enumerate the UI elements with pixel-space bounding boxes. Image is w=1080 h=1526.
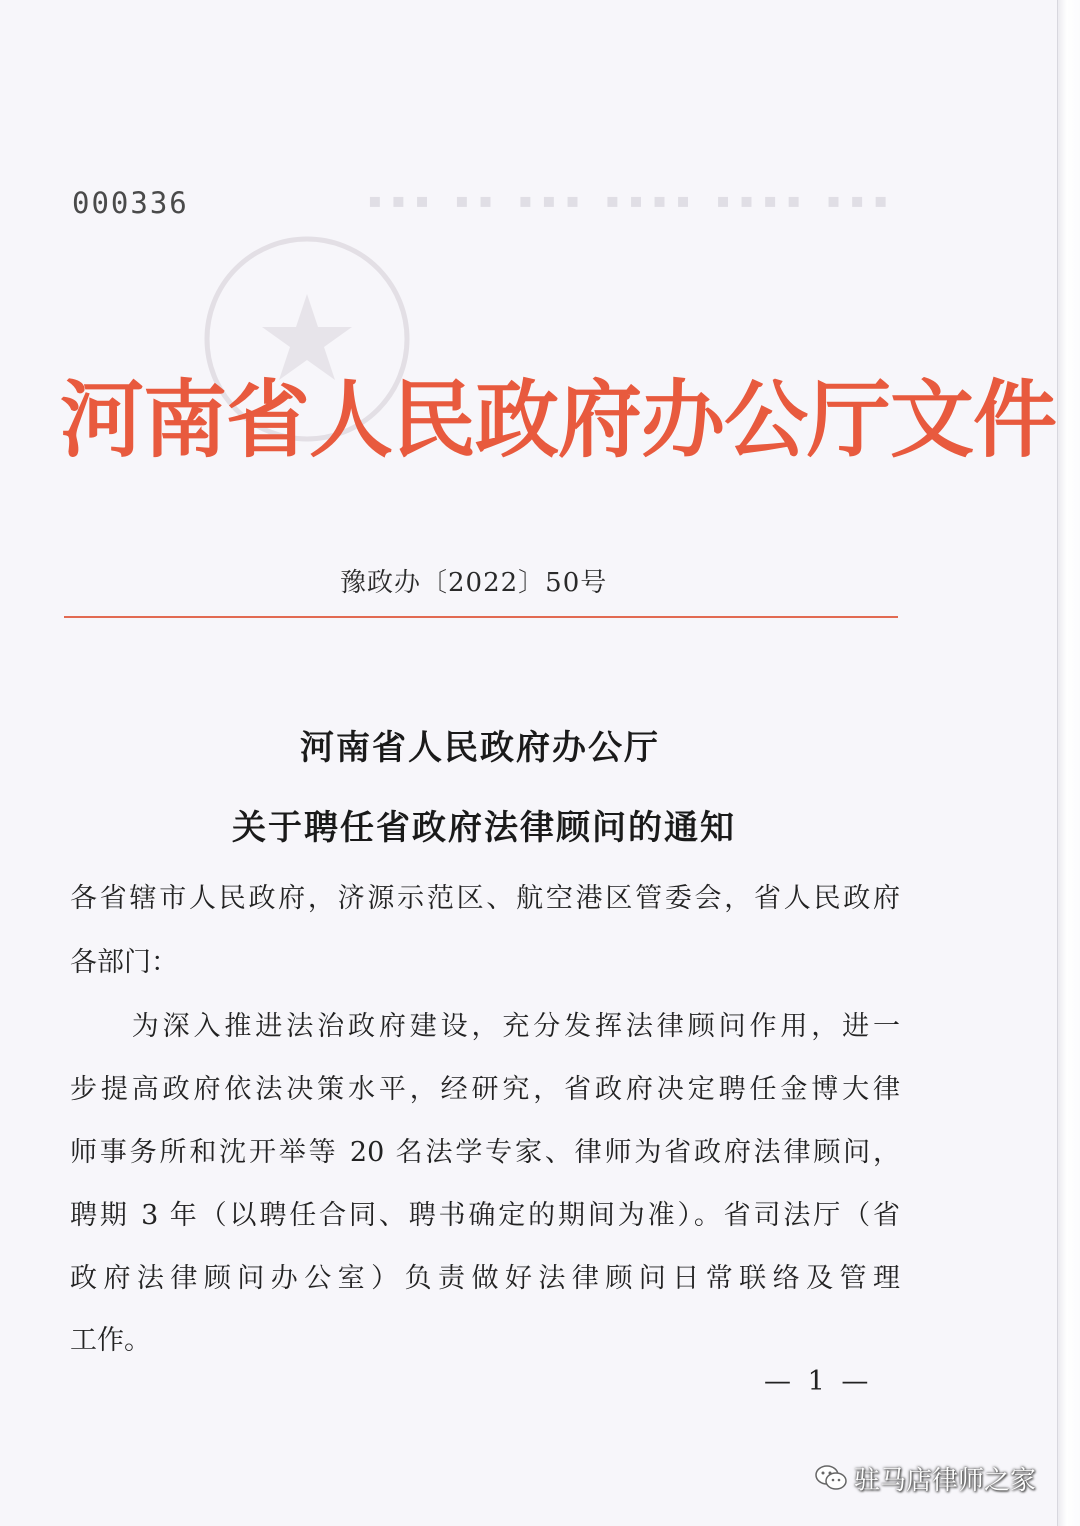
red-divider (64, 616, 898, 618)
title-line-1: 河南省人民政府办公厅 (300, 728, 660, 768)
body-line: 为深入推进法治政府建设，充分发挥法律顾问作用，进一 (70, 1011, 900, 1042)
body-line: 工作。 (70, 1325, 151, 1356)
page-edge (1057, 0, 1080, 1526)
body-line: 步提高政府依法决策水平，经研究，省政府决定聘任金博大律 (70, 1074, 900, 1105)
watermark (814, 1458, 1036, 1498)
body-line: 师事务所和沈开举等 20 名法学专家、律师为省政府法律顾问， (70, 1137, 900, 1168)
body-line: 聘期 3 年（以聘任合同、聘书确定的期间为准）。省司法厅（省 (70, 1200, 900, 1231)
document-number: 豫政办〔2022〕50号 (340, 568, 608, 598)
title-line-2: 关于聘任省政府法律顾问的通知 (232, 808, 736, 848)
body-line: 各部门： (70, 947, 178, 978)
page-number: — 1 — (764, 1366, 873, 1397)
serial-number: 000336 (72, 186, 189, 220)
document-header: 河南省人民政府办公厅文件 (60, 370, 1057, 469)
bleed-through-text: ▪▪▪ ▪▪ ▪▪▪ ▪▪▪▪ ▪▪▪▪ ▪▪▪ (368, 188, 898, 212)
watermark-text: 驻马店律师之家 (854, 1465, 1037, 1496)
body-line: 政府法律顾问办公室）负责做好法律顾问日常联络及管理 (70, 1263, 900, 1294)
wechat-icon (814, 1463, 848, 1493)
body-line: 各省辖市人民政府，济源示范区、航空港区管委会，省人民政府 (70, 883, 900, 914)
